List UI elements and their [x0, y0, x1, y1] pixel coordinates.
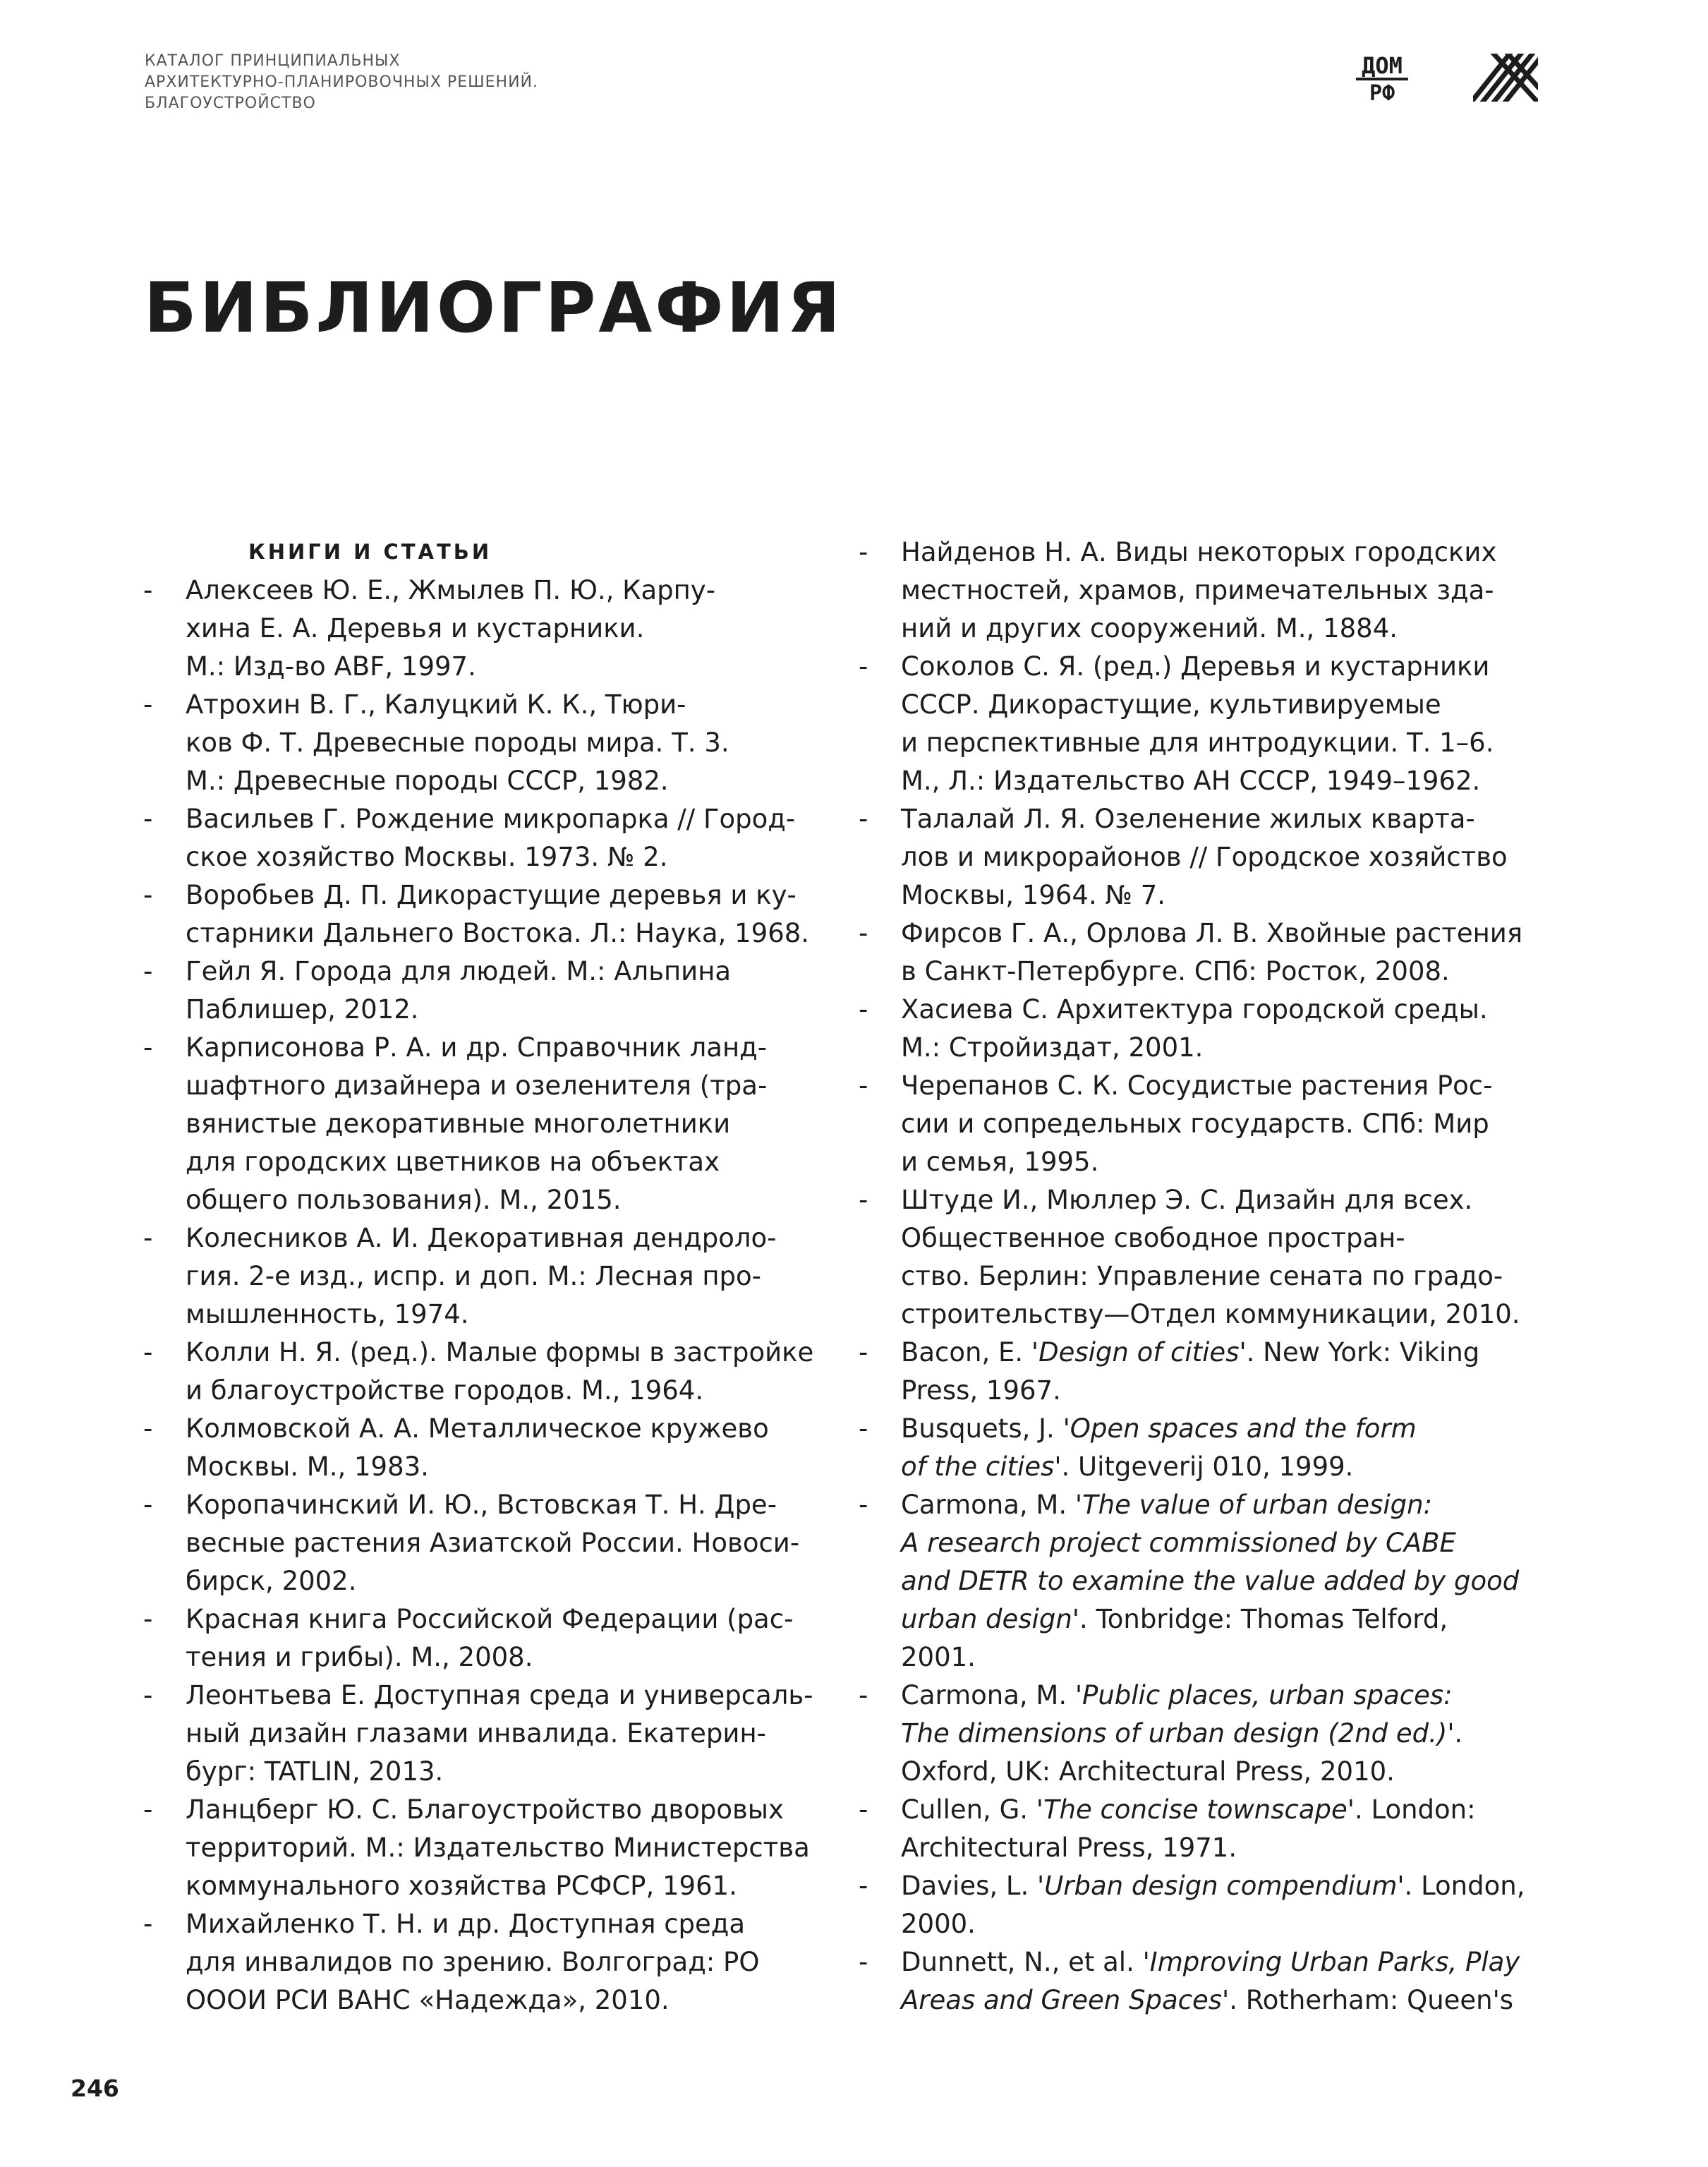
entry-line: Хасиева С. Архитектура городской среды. [901, 994, 1488, 1025]
entry-author: Davies, L. [901, 1871, 1038, 1901]
list-dash: - [143, 1223, 153, 1253]
bibliography-entry [143, 1219, 849, 1334]
entry-line: Колесников А. И. Декоративная дендроло- [186, 1223, 777, 1253]
list-dash: - [859, 1185, 868, 1215]
entry-title: and DETR to examine the value added by good [901, 1566, 1520, 1596]
entry-line: шафтного дизайнера и озеленителя (тра- [186, 1070, 768, 1101]
entry-line: сии и сопредельных государств. СПб: Мир [901, 1109, 1489, 1139]
bibliography-entry [859, 1791, 1571, 1867]
entry-title: 'The concise townscape' [1036, 1794, 1355, 1825]
list-dash: - [859, 537, 868, 567]
bibliography-entry [143, 1791, 849, 1905]
entry-title: of the cities' [901, 1451, 1062, 1482]
page-title: БИБЛИОГРАФИЯ [144, 268, 843, 349]
bibliography-entry [143, 1410, 849, 1486]
bibliography-entry [859, 915, 1571, 991]
entry-line: Общественное свободное простран- [901, 1223, 1405, 1253]
list-dash: - [143, 1413, 153, 1444]
entry-line: общего пользования). М., 2015. [186, 1185, 622, 1215]
entry-line: тения и грибы). М., 2008. [186, 1642, 533, 1672]
list-dash: - [143, 1794, 153, 1825]
entry-line: ское хозяйство Москвы. 1973. № 2. [186, 842, 668, 872]
entry-line: Москвы, 1964. № 7. [901, 880, 1166, 910]
bibliography-entry [143, 1029, 849, 1219]
entry-line: М., Л.: Издательство АН СССР, 1949–1962. [901, 766, 1481, 796]
bibliography-entry [859, 1677, 1571, 1791]
entry-text: . Uitgeverij 010, 1999. [1061, 1451, 1354, 1482]
entry-line: Карписонова Р. А. и др. Справочник ланд- [186, 1032, 768, 1063]
bibliography-entry [859, 1067, 1571, 1181]
list-dash: - [859, 804, 868, 834]
bibliography-entry [859, 800, 1571, 915]
entry-line: для городских цветников на объектах [186, 1147, 720, 1177]
list-dash: - [859, 1947, 868, 1977]
bibliography-right-column [859, 533, 1571, 2020]
entry-title: A research project commissioned by CABE [901, 1528, 1456, 1558]
entry-line: коммунального хозяйства РСФСР, 1961. [186, 1871, 737, 1901]
entry-author: Dunnett, N., et al. [901, 1947, 1143, 1977]
entry-text: Press, 1967. [901, 1375, 1061, 1406]
entry-line: Атрохин В. Г., Калуцкий К. К., Тюри- [186, 689, 686, 720]
pattern-logo-icon [1473, 54, 1538, 102]
entry-author: Bacon, E. [901, 1337, 1031, 1368]
entry-line: Ланцберг Ю. С. Благоустройство дворовых [186, 1794, 784, 1825]
entry-line: Фирсов Г. А., Орлова Л. В. Хвойные растения [901, 918, 1523, 948]
entry-line: Москвы. М., 1983. [186, 1451, 429, 1482]
page-number: 246 [71, 2075, 119, 2102]
entry-title: The dimensions of urban design (2nd ed.)' [901, 1718, 1455, 1749]
list-dash: - [859, 1413, 868, 1444]
entry-author: Carmona, M. [901, 1680, 1075, 1710]
catalog-header [145, 51, 538, 114]
bibliography-entry [143, 876, 849, 953]
entry-line: бирск, 2002. [186, 1566, 357, 1596]
list-dash: - [143, 1909, 153, 1939]
entry-line: в Санкт-Петербурге. СПб: Росток, 2008. [901, 956, 1450, 986]
list-dash: - [859, 1871, 868, 1901]
list-dash: - [859, 994, 868, 1025]
entry-title: urban design' [901, 1604, 1079, 1634]
entry-text: . [1454, 1718, 1463, 1749]
list-dash: - [859, 651, 868, 682]
entry-line: Талалай Л. Я. Озеленение жилых кварта- [901, 804, 1475, 834]
entry-line: вянистые декоративные многолетники [186, 1109, 731, 1139]
list-dash: - [859, 1680, 868, 1710]
entry-line: и перспективные для интродукции. Т. 1–6. [901, 728, 1494, 758]
entry-title: 'Improving Urban Parks, Play [1142, 1947, 1520, 1977]
entry-author: Busquets, J. [901, 1413, 1063, 1444]
entry-text: . London, [1404, 1871, 1525, 1901]
bibliography-entry [859, 1867, 1571, 1943]
entry-text: . Tonbridge: Thomas Telford, [1079, 1604, 1448, 1634]
entry-line: Гейл Я. Города для людей. М.: Альпина [186, 956, 732, 986]
entry-author: Carmona, M. [901, 1490, 1075, 1520]
entry-line: Леонтьева Е. Доступная среда и универсаль- [186, 1680, 813, 1710]
entry-title: 'The value of urban design: [1074, 1490, 1433, 1520]
list-dash: - [143, 1337, 153, 1368]
bibliography-entry [143, 953, 849, 1029]
entry-text: . Rotherham: Queen's [1229, 1985, 1514, 2015]
bibliography-entry [859, 991, 1571, 1067]
list-dash: - [143, 1032, 153, 1063]
list-dash: - [859, 918, 868, 948]
entry-line: Колли Н. Я. (ред.). Малые формы в застройке [186, 1337, 814, 1368]
dom-rf-logo [1353, 52, 1411, 103]
entry-title: Areas and Green Spaces' [901, 1985, 1230, 2015]
entry-line: ОООИ РСИ ВАНС «Надежда», 2010. [186, 1985, 670, 2015]
entry-line: СССР. Дикорастущие, культивируемые [901, 689, 1441, 720]
bibliography-entry [859, 1181, 1571, 1334]
entry-line: весные растения Азиатской России. Новоси- [186, 1528, 800, 1558]
entry-line: Михайленко Т. Н. и др. Доступная среда [186, 1909, 746, 1939]
list-dash: - [143, 1680, 153, 1710]
entry-line: Красная книга Российской Федерации (рас- [186, 1604, 794, 1634]
section-heading: КНИГИ И СТАТЬИ [248, 540, 492, 564]
entry-title: 'Design of cities' [1031, 1337, 1247, 1368]
list-dash: - [859, 1070, 868, 1101]
entry-text: . London: [1354, 1794, 1476, 1825]
entry-line: Паблишер, 2012. [186, 994, 419, 1025]
bibliography-entry [859, 533, 1571, 648]
entry-title: 'Open spaces and the form [1062, 1413, 1417, 1444]
entry-text: Oxford, UK: Architectural Press, 2010. [901, 1756, 1395, 1787]
bibliography-entry [143, 1600, 849, 1677]
entry-line: старники Дальнего Востока. Л.: Наука, 1968. [186, 918, 810, 948]
list-dash: - [859, 1794, 868, 1825]
list-dash: - [143, 804, 153, 834]
entry-line: местностей, храмов, примечательных зда- [901, 575, 1494, 605]
bibliography-entry [143, 1486, 849, 1600]
entry-line: хина Е. А. Деревья и кустарники. [186, 613, 645, 644]
entry-line: гия. 2-е изд., испр. и доп. М.: Лесная про- [186, 1261, 761, 1291]
entry-text: 2001. [901, 1642, 976, 1672]
catalog-header-line: АРХИТЕКТУРНО-ПЛАНИРОВОЧНЫХ РЕШЕНИЙ. [145, 73, 538, 91]
bibliography-entry [859, 1334, 1571, 1410]
entry-line: лов и микрорайонов // Городское хозяйство [901, 842, 1508, 872]
bibliography-entry [859, 1943, 1571, 2020]
entry-line: М.: Древесные породы СССР, 1982. [186, 766, 669, 796]
entry-line: и семья, 1995. [901, 1147, 1099, 1177]
bibliography-entry [143, 1677, 849, 1791]
entry-line: строительству—Отдел коммуникации, 2010. [901, 1299, 1520, 1329]
entry-title: 'Urban design compendium' [1037, 1871, 1405, 1901]
list-dash: - [859, 1490, 868, 1520]
bibliography-entry [143, 572, 849, 686]
bibliography-left-column [143, 572, 849, 2020]
bibliography-entry [859, 1486, 1571, 1677]
entry-author: Cullen, G. [901, 1794, 1036, 1825]
entry-title: 'Public places, urban spaces: [1074, 1680, 1453, 1710]
bibliography-entry [143, 800, 849, 876]
entry-line: Черепанов С. К. Сосудистые растения Рос- [901, 1070, 1493, 1101]
bibliography-entry [143, 686, 849, 800]
entry-line: Алексеев Ю. Е., Жмылев П. Ю., Карпу- [186, 575, 716, 605]
catalog-header-line: БЛАГОУСТРОЙСТВО [145, 95, 316, 112]
entry-line: Воробьев Д. П. Дикорастущие деревья и ку- [186, 880, 797, 910]
entry-line: Соколов С. Я. (ред.) Деревья и кустарники [901, 651, 1490, 682]
logo-text-top: ДОМ [1362, 52, 1403, 79]
bibliography-entry [143, 1334, 849, 1410]
entry-line: М.: Изд-во ABF, 1997. [186, 651, 476, 682]
list-dash: - [143, 689, 153, 720]
entry-line: бург: TATLIN, 2013. [186, 1756, 444, 1787]
entry-line: ков Ф. Т. Древесные породы мира. Т. 3. [186, 728, 729, 758]
entry-line: М.: Стройиздат, 2001. [901, 1032, 1204, 1063]
list-dash: - [143, 1490, 153, 1520]
entry-line: ный дизайн глазами инвалида. Екатерин- [186, 1718, 766, 1749]
bibliography-entry [859, 1410, 1571, 1486]
list-dash: - [143, 1604, 153, 1634]
entry-line: ство. Берлин: Управление сената по градо- [901, 1261, 1503, 1291]
entry-line: Коропачинский И. Ю., Встовская Т. Н. Дре- [186, 1490, 777, 1520]
entry-line: и благоустройстве городов. М., 1964. [186, 1375, 704, 1406]
entry-line: ний и других сооружений. М., 1884. [901, 613, 1398, 644]
entry-line: Найденов Н. А. Виды некоторых городских [901, 537, 1497, 567]
entry-line: мышленность, 1974. [186, 1299, 469, 1329]
entry-line: Штуде И., Мюллер Э. С. Дизайн для всех. [901, 1185, 1473, 1215]
entry-line: для инвалидов по зрению. Волгоград: РО [186, 1947, 760, 1977]
list-dash: - [143, 880, 153, 910]
bibliography-entry [143, 1905, 849, 2020]
entry-line: Колмовской А. А. Металлическое кружево [186, 1413, 769, 1444]
entry-text: 2000. [901, 1909, 976, 1939]
entry-line: Васильев Г. Рождение микропарка // Город- [186, 804, 796, 834]
entry-text: . New York: Viking [1246, 1337, 1480, 1368]
list-dash: - [859, 1337, 868, 1368]
list-dash: - [143, 956, 153, 986]
logo-text-bottom: РФ [1369, 81, 1395, 103]
catalog-header-line: КАТАЛОГ ПРИНЦИПИАЛЬНЫХ [145, 52, 401, 70]
list-dash: - [143, 575, 153, 605]
bibliography-entry [859, 648, 1571, 800]
entry-line: территорий. М.: Издательство Министерства [186, 1833, 810, 1863]
entry-text: Architectural Press, 1971. [901, 1833, 1237, 1863]
